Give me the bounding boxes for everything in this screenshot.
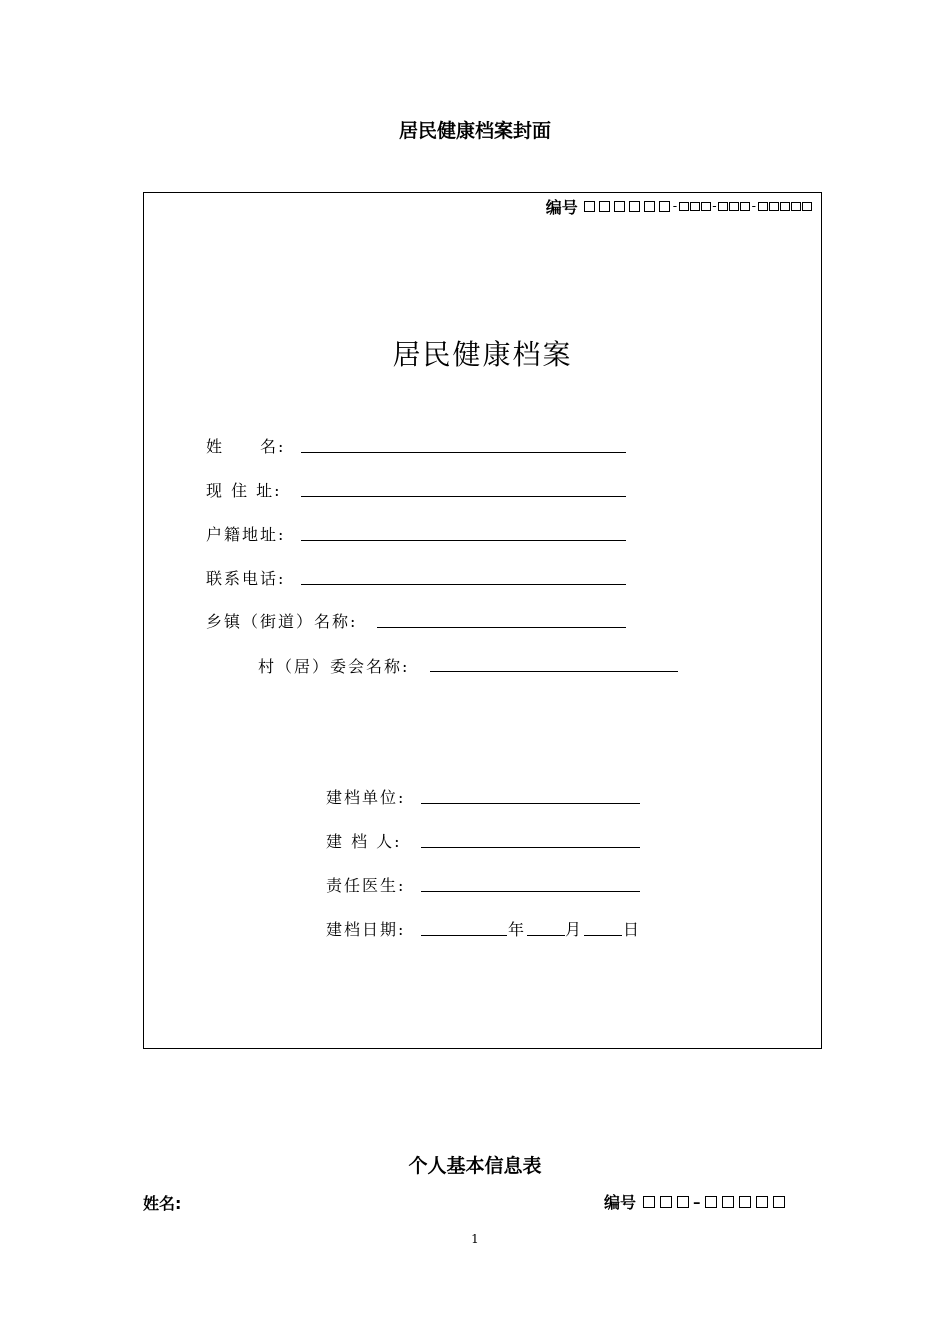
date-label: 建档日期: (326, 920, 406, 939)
serial-box (644, 201, 655, 212)
serial-label: 编号 (545, 198, 578, 217)
name-label: 姓 名: (206, 437, 286, 456)
serial-box (729, 202, 739, 211)
cover-serial-number (546, 195, 812, 218)
serial-box (739, 1196, 751, 1208)
village-field[interactable] (430, 671, 678, 672)
month-field[interactable] (527, 935, 565, 936)
serial-dash: - (751, 199, 756, 214)
unit-label: 建档单位: (326, 788, 406, 807)
address-field[interactable] (301, 496, 626, 497)
serial-box (629, 201, 640, 212)
doctor-label: 责任医生: (326, 876, 406, 895)
serial-box (740, 202, 750, 211)
year-field[interactable] (421, 935, 507, 936)
serial-box (677, 1196, 689, 1208)
phone-label: 联系电话: (206, 569, 286, 588)
serial-label: 编号 (604, 1193, 637, 1212)
serial-box (614, 201, 625, 212)
serial-box (718, 202, 728, 211)
serial-box (773, 1196, 785, 1208)
year-unit: 年 (508, 920, 527, 939)
serial-box (802, 202, 812, 211)
serial-box (643, 1196, 655, 1208)
serial-dash: - (712, 199, 717, 214)
serial-box (701, 202, 711, 211)
serial-box (584, 201, 595, 212)
serial-box (660, 1196, 672, 1208)
household-label: 户籍地址: (206, 525, 286, 544)
month-unit: 月 (565, 920, 584, 939)
phone-field[interactable] (301, 584, 626, 585)
serial-box (705, 1196, 717, 1208)
day-unit: 日 (623, 920, 642, 939)
day-field[interactable] (584, 935, 622, 936)
serial-dash: – (693, 1192, 701, 1211)
unit-field[interactable] (421, 803, 640, 804)
serial-box (722, 1196, 734, 1208)
name-field[interactable] (301, 452, 626, 453)
serial-box (769, 202, 779, 211)
serial-box (758, 202, 768, 211)
serial-box (690, 202, 700, 211)
serial-box (756, 1196, 768, 1208)
address-label: 现 住 址: (206, 481, 282, 500)
household-field[interactable] (301, 540, 626, 541)
info-name-label: 姓名: (143, 1194, 182, 1213)
page-number: 1 (471, 1232, 479, 1246)
serial-box (791, 202, 801, 211)
info-serial-number (604, 1190, 788, 1213)
cover-heading: 居民健康档案封面 (398, 120, 551, 142)
township-label: 乡镇（街道）名称: (206, 612, 358, 631)
creator-field[interactable] (421, 847, 640, 848)
archive-title: 居民健康档案 (392, 338, 573, 371)
creator-label: 建 档 人: (326, 832, 402, 851)
serial-box (780, 202, 790, 211)
serial-box (679, 202, 689, 211)
serial-dash: - (672, 199, 678, 214)
info-form-heading: 个人基本信息表 (408, 1155, 542, 1177)
serial-box (659, 201, 670, 212)
village-label: 村（居）委会名称: (258, 657, 410, 676)
serial-box (599, 201, 610, 212)
doctor-field[interactable] (421, 891, 640, 892)
township-field[interactable] (377, 627, 626, 628)
